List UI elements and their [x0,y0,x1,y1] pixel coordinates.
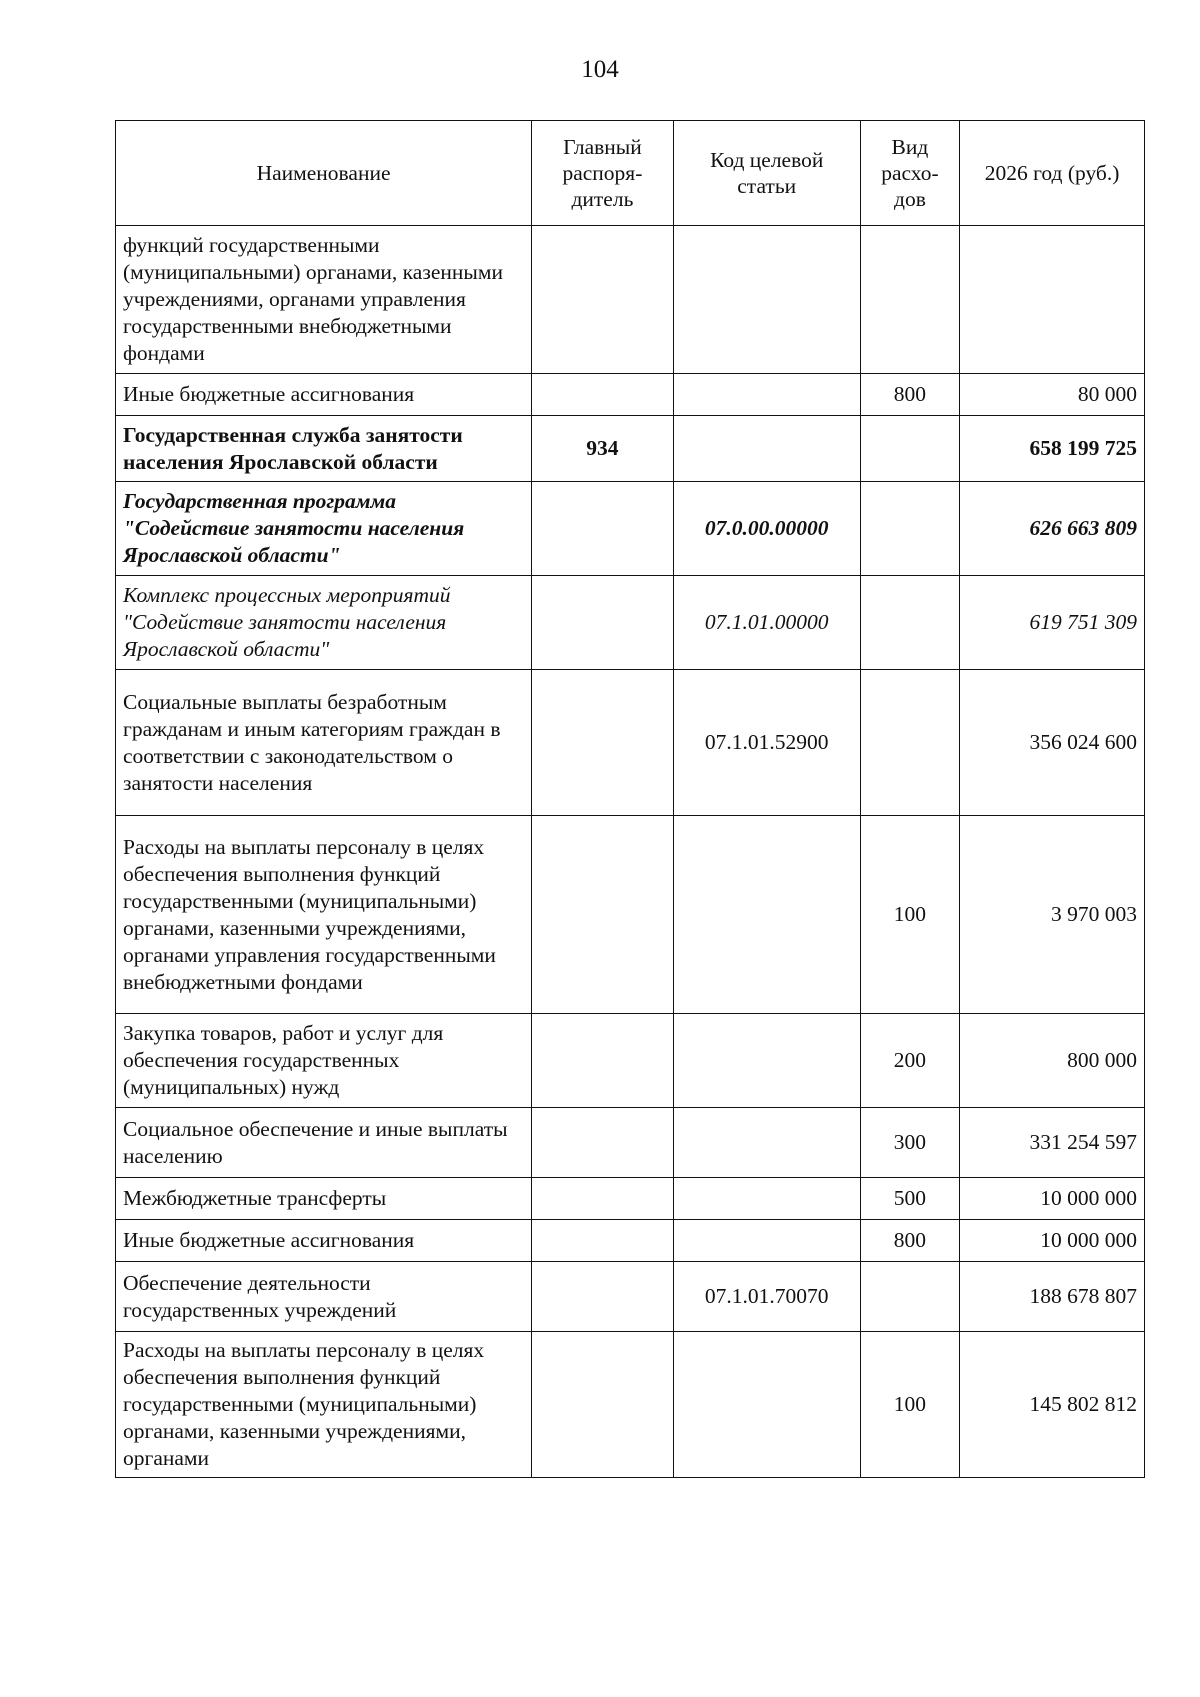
row-name-cell: Иные бюджетные ассигнования [116,374,532,416]
header-amount-2026: 2026 год (руб.) [960,121,1145,226]
row-name-cell: Социальные выплаты безработным гражданам и иным категориям граждан в соответствии с законодательством о занятости населения [116,670,532,816]
row-kind-cell [860,670,959,816]
row-name-cell: Иные бюджетные ассигнования [116,1220,532,1262]
row-code-cell: 07.0.00.00000 [673,482,860,576]
row-code-cell [673,816,860,1014]
table-row [116,374,1145,416]
row-name-cell: Обеспечение деятельности государственных учреждений [116,1262,532,1332]
row-amount-cell: 80 000 [960,374,1145,416]
row-admin-cell [532,816,674,1014]
table-body [116,226,1145,1478]
row-amount-cell: 331 254 597 [960,1108,1145,1178]
row-kind-cell [860,576,959,670]
row-admin-cell [532,1262,674,1332]
row-name-cell: Межбюджетные трансферты [116,1178,532,1220]
row-amount-cell: 626 663 809 [960,482,1145,576]
table-row [116,1332,1145,1478]
table-row [116,416,1145,482]
row-admin-cell [532,1014,674,1108]
row-code-cell [673,1332,860,1478]
row-code-cell [673,1178,860,1220]
row-code-cell [673,1220,860,1262]
row-admin-cell [532,226,674,374]
row-kind-cell: 800 [860,1220,959,1262]
row-code-cell [673,1108,860,1178]
table-row [116,226,1145,374]
row-code-cell [673,416,860,482]
row-amount-cell: 800 000 [960,1014,1145,1108]
row-code-cell [673,1014,860,1108]
row-admin-cell [532,1108,674,1178]
row-code-cell [673,226,860,374]
table-row [116,1178,1145,1220]
row-admin-cell: 934 [532,416,674,482]
row-kind-cell: 100 [860,1332,959,1478]
row-kind-cell: 500 [860,1178,959,1220]
header-admin: Главный распоря-дитель [532,121,674,226]
table-row [116,1262,1145,1332]
row-code-cell [673,374,860,416]
table-row [116,1014,1145,1108]
row-kind-cell [860,416,959,482]
budget-table [115,120,1145,1478]
row-name-cell: Государственная программа "Содействие занятости населения Ярославской области" [116,482,532,576]
row-amount-cell: 145 802 812 [960,1332,1145,1478]
header-expense-type: Вид расхо-дов [860,121,959,226]
row-code-cell: 07.1.01.00000 [673,576,860,670]
table-header-row [116,121,1145,226]
row-kind-cell: 100 [860,816,959,1014]
row-amount-cell: 10 000 000 [960,1178,1145,1220]
header-name: Наименование [116,121,532,226]
row-name-cell: Расходы на выплаты персоналу в целях обеспечения выполнения функций государственными (муниципальными) органами, казенными учреждениями, органами [116,1332,532,1478]
row-amount-cell: 10 000 000 [960,1220,1145,1262]
row-name-cell: Расходы на выплаты персоналу в целях обеспечения выполнения функций государственными (муниципальными) органами, казенными учреждениями, органами управления государственными внебюджетными фондами [116,816,532,1014]
row-amount-cell: 3 970 003 [960,816,1145,1014]
table-row [116,1220,1145,1262]
row-name-cell: Комплекс процессных мероприятий "Содействие занятости населения Ярославской области" [116,576,532,670]
row-admin-cell [532,482,674,576]
row-name-cell: Закупка товаров, работ и услуг для обеспечения государственных (муниципальных) нужд [116,1014,532,1108]
row-kind-cell: 300 [860,1108,959,1178]
row-amount-cell: 356 024 600 [960,670,1145,816]
table-row [116,816,1145,1014]
row-name-cell: функций государственными (муниципальными) органами, казенными учреждениями, органами управления государственными внебюджетными фондами [116,226,532,374]
row-kind-cell [860,1262,959,1332]
row-name-cell: Социальное обеспечение и иные выплаты населению [116,1108,532,1178]
row-admin-cell [532,1220,674,1262]
page-number: 104 [581,56,619,83]
row-admin-cell [532,1332,674,1478]
row-admin-cell [532,576,674,670]
table-row [116,482,1145,576]
table-row [116,576,1145,670]
row-code-cell: 07.1.01.70070 [673,1262,860,1332]
row-amount-cell [960,226,1145,374]
row-admin-cell [532,374,674,416]
row-kind-cell [860,482,959,576]
row-name-cell: Государственная служба занятости населения Ярославской области [116,416,532,482]
row-kind-cell: 800 [860,374,959,416]
row-admin-cell [532,670,674,816]
row-kind-cell: 200 [860,1014,959,1108]
table-row [116,1108,1145,1178]
row-admin-cell [532,1178,674,1220]
table-row [116,670,1145,816]
row-kind-cell [860,226,959,374]
row-amount-cell: 619 751 309 [960,576,1145,670]
row-code-cell: 07.1.01.52900 [673,670,860,816]
row-amount-cell: 658 199 725 [960,416,1145,482]
row-amount-cell: 188 678 807 [960,1262,1145,1332]
header-target-code: Код целевой статьи [673,121,860,226]
